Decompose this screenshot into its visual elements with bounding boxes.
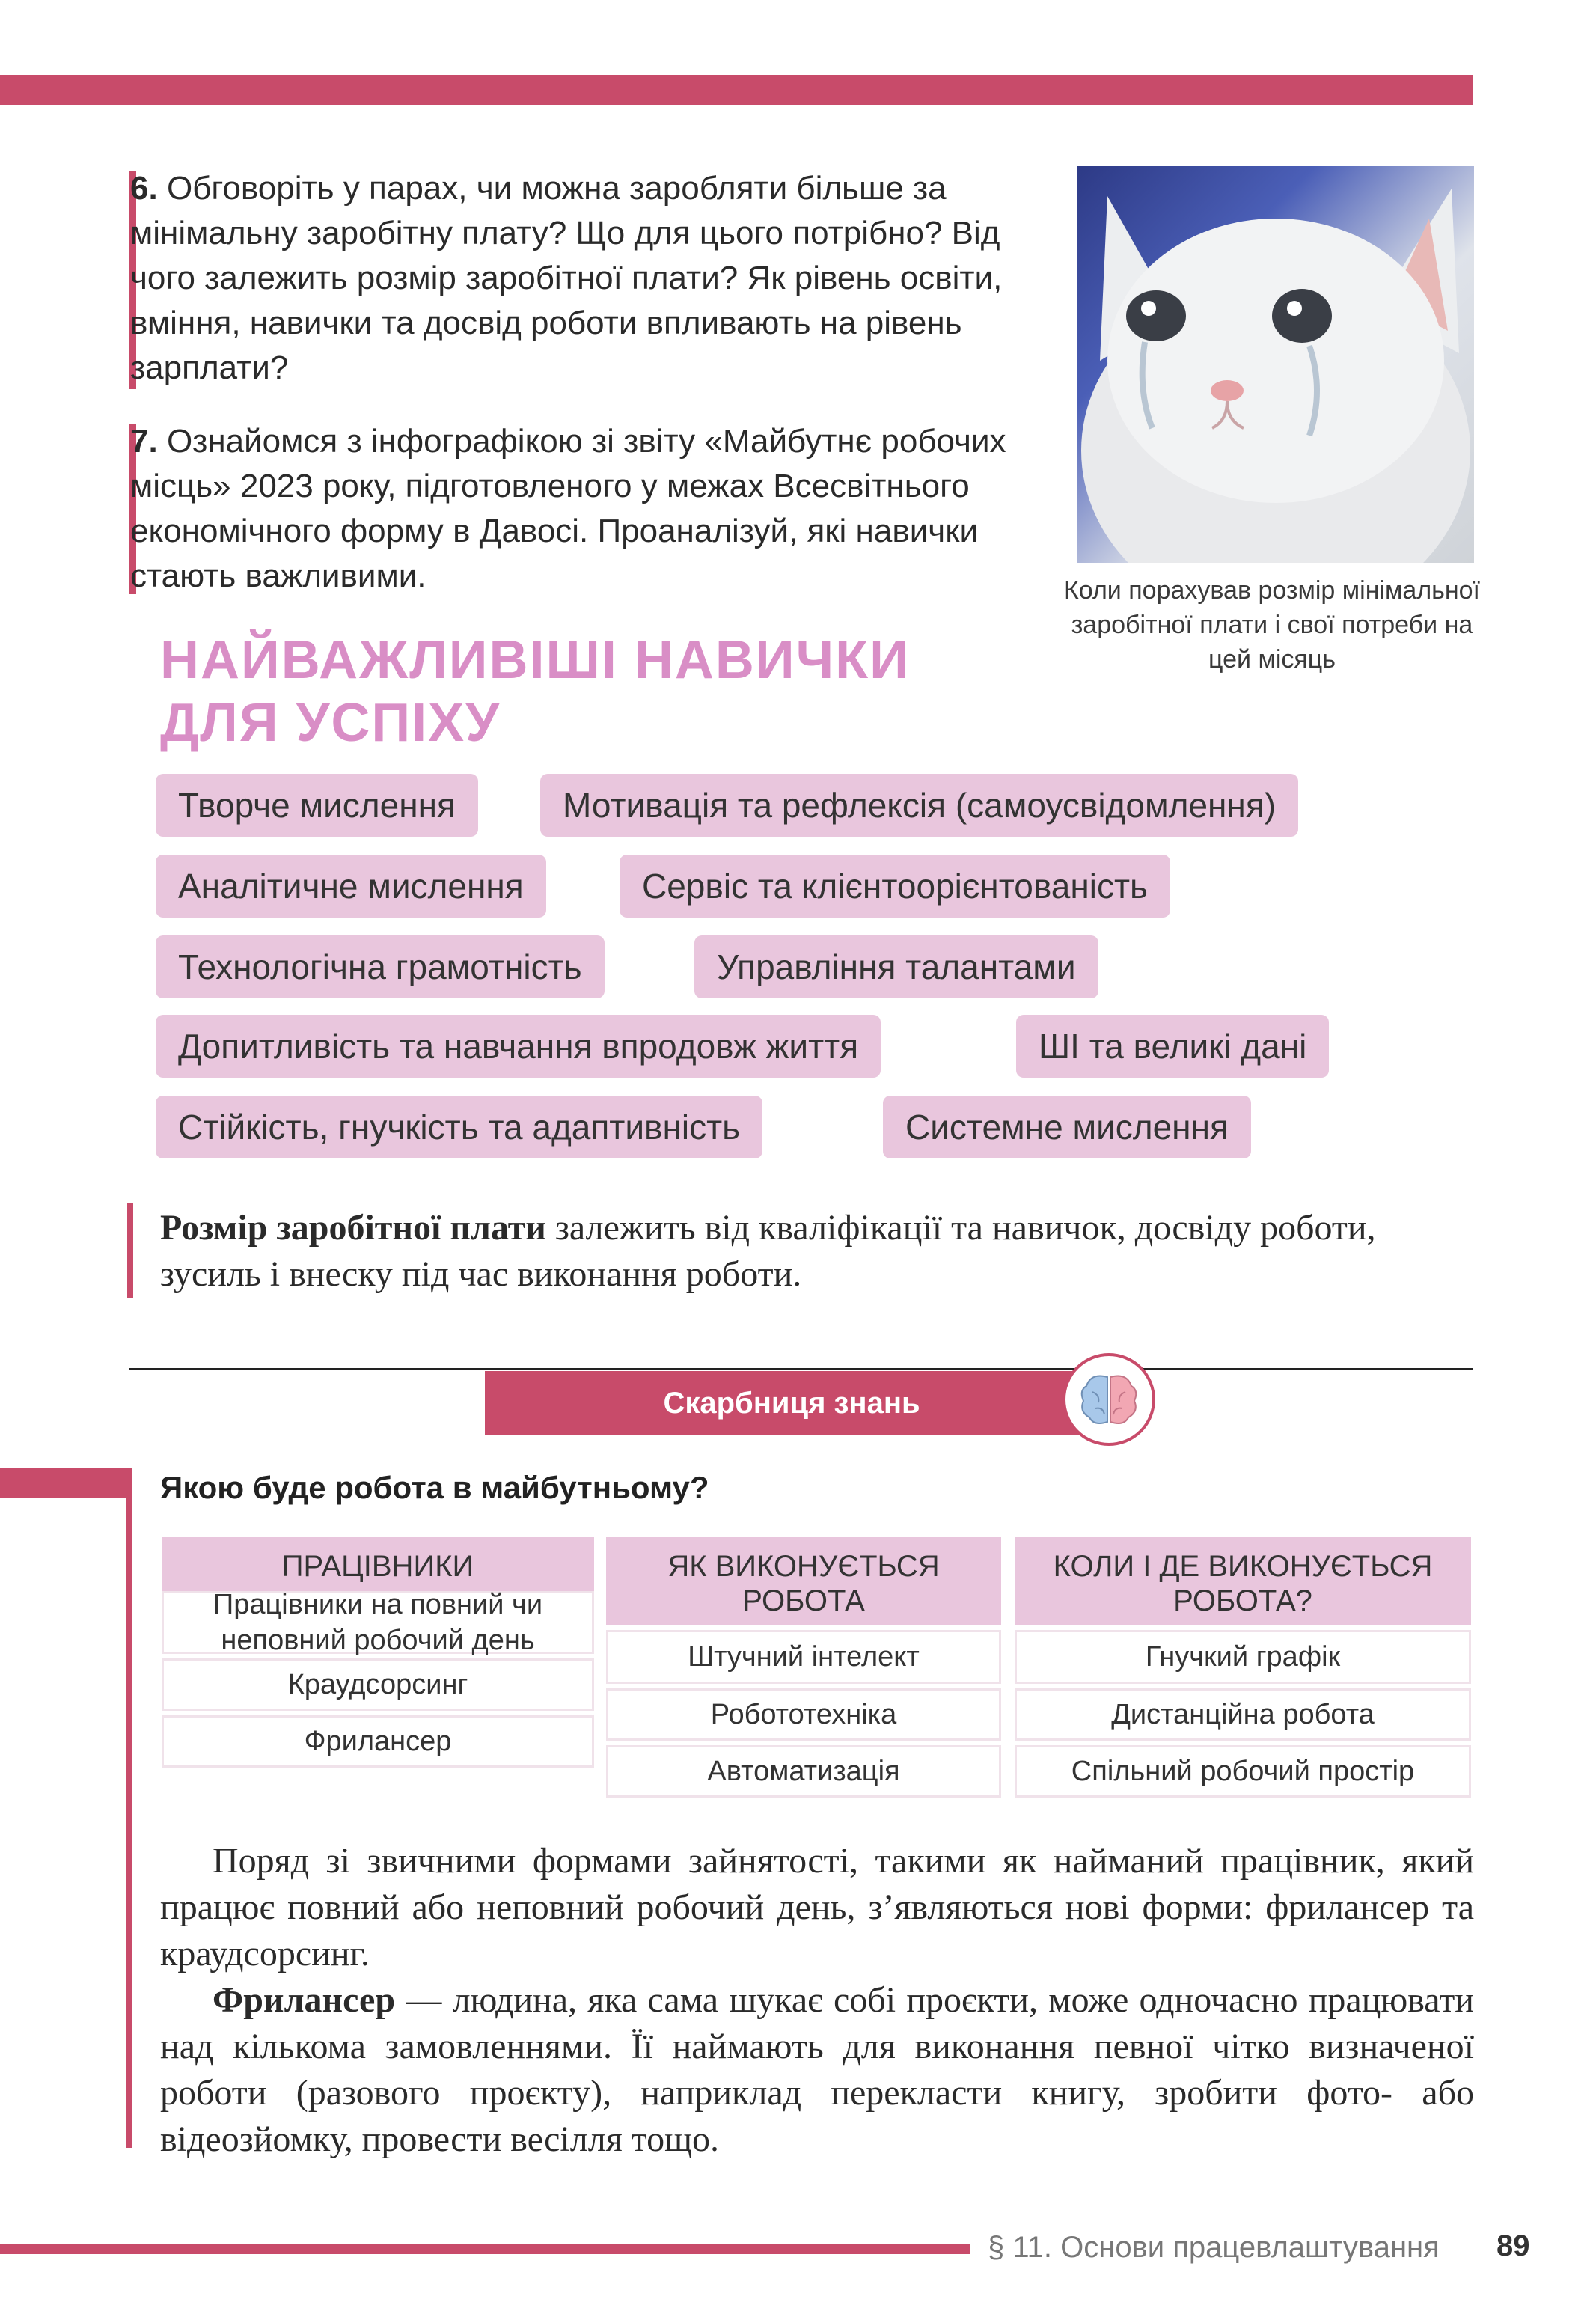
freelancer-term: Фрилансер <box>213 1980 396 2020</box>
table-cell: Спільний робочий простір <box>1015 1745 1471 1798</box>
task-7-text: Ознайомся з інфографікою зі звіту «Майбутнє робочих місць» 2023 року, підготовленого у межах Всесвітнього економічного форму в Давосі. Проаналізуй, які навички стають важливими. <box>130 423 1006 594</box>
wage-rule-term: Розмір заробітної плати <box>160 1208 546 1248</box>
brain-icon <box>1063 1353 1155 1446</box>
wage-rule <box>160 1205 1477 1298</box>
column-when-where <box>1015 1537 1471 1798</box>
top-accent-bar <box>0 75 1473 105</box>
page-number: 89 <box>1496 2229 1530 2262</box>
table-cell: Автоматизація <box>606 1745 1001 1798</box>
cat-illustration-icon <box>1077 166 1474 563</box>
crying-cat-photo <box>1077 166 1474 563</box>
table-cell: Робототехніка <box>606 1688 1001 1741</box>
footer-accent-bar <box>0 2244 970 2254</box>
skill-chip: Допитливість та навчання впродовж життя <box>156 1015 881 1078</box>
column-header: КОЛИ І ДЕ ВИКОНУЄТЬСЯ РОБОТА? <box>1015 1537 1471 1625</box>
table-cell: Фрилансер <box>162 1715 594 1768</box>
future-question: Якою буде робота в майбутньому? <box>160 1470 709 1505</box>
side-accent-line <box>126 1468 132 2148</box>
column-header: ПРАЦІВНИКИ <box>162 1537 594 1619</box>
column-how <box>606 1537 1001 1798</box>
paragraph-employment: Поряд зі звичними формами зайнятості, такими як найманий працівник, який працює повний або неповний робочий день, з’являються нові форми: фрилансер та краудсорсинг. <box>160 1841 1474 1973</box>
table-cell: Гнучкий графік <box>1015 1630 1471 1684</box>
wage-rule-text: залежить від кваліфікації та навичок, досвіду роботи, зусиль і внеску під час виконання роботи. <box>160 1208 1376 1294</box>
task-6-number: 6. <box>130 170 158 207</box>
skill-chip: Мотивація та рефлексія (самоусвідомлення) <box>540 774 1298 837</box>
footer-section-title: § 11. Основи працевлаштування <box>988 2231 1440 2264</box>
skill-chip: Системне мислення <box>883 1096 1251 1158</box>
task-6 <box>130 166 1058 391</box>
task-7 <box>130 419 1058 599</box>
table-cell: Дистанційна робота <box>1015 1688 1471 1741</box>
photo-caption: Коли порахував розмір мінімальної заробітної плати і свої потреби на цей місяць <box>1063 576 1481 674</box>
freelancer-definition: — людина, яка сама шукає собі проєкти, може одночасно працювати над кількома замовленнями. Її наймають для виконання певної чітко визначеної роботи (разового проєкту), наприклад перекласти книгу, зробити фото- або відеозйомку, провести весілля тощо. <box>160 1980 1474 2159</box>
section-divider <box>129 1368 1473 1370</box>
task-7-number: 7. <box>130 423 158 460</box>
table-cell: Краудсорсинг <box>162 1658 594 1711</box>
skill-chip: Аналітичне мислення <box>156 855 546 918</box>
treasury-banner: Скарбниця знань <box>485 1371 1098 1435</box>
skill-chip: Сервіс та клієнтоорієнтованість <box>620 855 1170 918</box>
table-cell: Штучний інтелект <box>606 1630 1001 1684</box>
rule-marker <box>127 1203 133 1298</box>
task-6-text: Обговоріть у парах, чи можна заробляти більше за мінімальну заробітну плату? Що для цього потрібно? Від чого залежить розмір заробітної плати? Як рівень освіти, вміння, навички та досвід роботи впливають на рівень зарплати? <box>130 170 1003 386</box>
skill-chip: Управління талантами <box>694 935 1098 998</box>
skill-chip: Стійкість, гнучкість та адаптивність <box>156 1096 762 1158</box>
column-workers <box>162 1537 594 1768</box>
paragraph-freelancer <box>160 1977 1474 2163</box>
table-cell: Працівники на повний чи неповний робочий день <box>162 1591 594 1654</box>
brain-drawing-icon <box>1065 1356 1152 1443</box>
skills-title: НАЙВАЖЛИВІШІ НАВИЧКИ ДЛЯ УСПІХУ <box>160 630 910 753</box>
column-header: ЯК ВИКОНУЄТЬСЯ РОБОТА <box>606 1537 1001 1625</box>
skill-chip: Творче мислення <box>156 774 478 837</box>
side-accent-bar <box>0 1468 129 1498</box>
skill-chip: Технологічна грамотність <box>156 935 605 998</box>
skill-chip: ШІ та великі дані <box>1016 1015 1329 1078</box>
